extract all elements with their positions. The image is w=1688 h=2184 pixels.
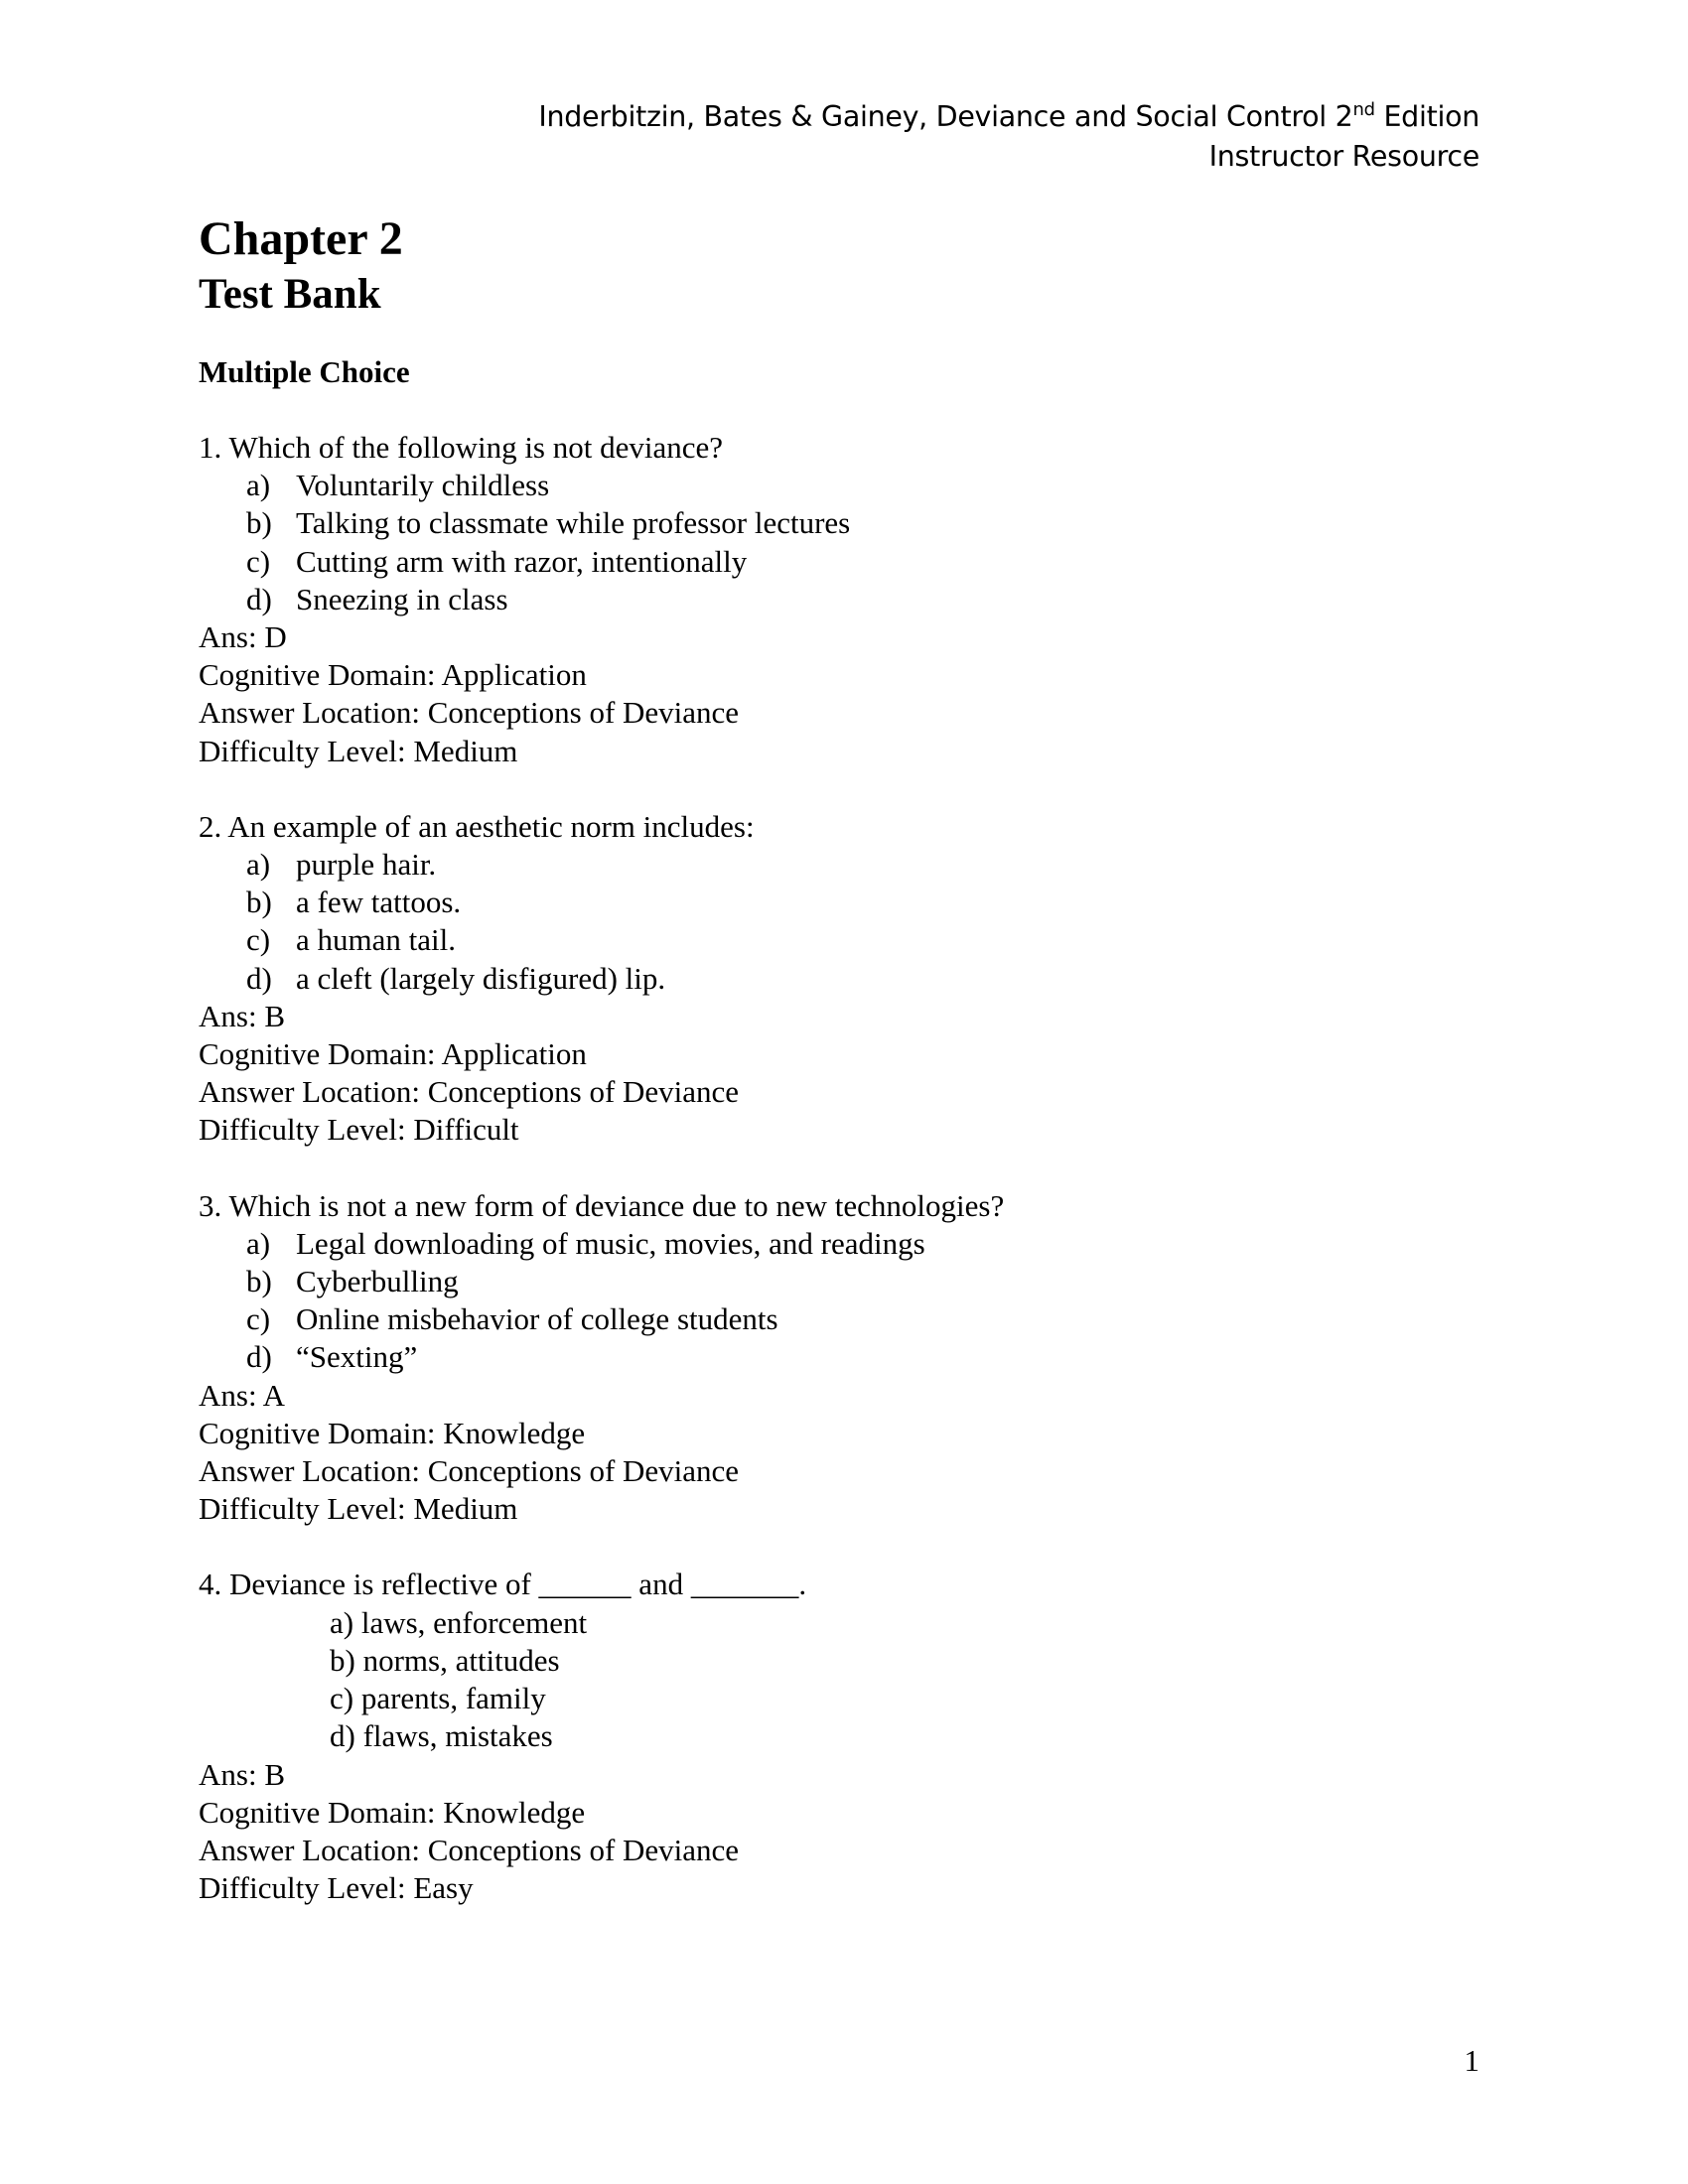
answer-key: Ans: A [199,1377,285,1413]
option-c [199,921,1479,959]
answer-location: Answer Location: Conceptions of Deviance [199,1074,740,1110]
option-d [199,1338,1479,1376]
option-b [199,884,1479,921]
difficulty-level: Difficulty Level: Medium [199,733,518,768]
chapter-subtitle: Test Bank [199,271,381,318]
cognitive-domain: Cognitive Domain: Knowledge [199,1794,586,1830]
option-b [199,504,1479,542]
option-text: Talking to classmate while professor lectures [296,505,851,541]
difficulty-level: Difficulty Level: Medium [199,1491,518,1527]
answer-location: Answer Location: Conceptions of Deviance [199,1453,740,1489]
option-text: Legal downloading of music, movies, and readings [296,1225,925,1261]
header-edition-superscript: nd [1352,99,1375,120]
document-body [199,210,1479,1907]
option-letter: b) [246,1264,272,1299]
option-c: c) parents, family [330,1681,546,1716]
option-a [199,846,1479,884]
question-stem: 3. Which is not a new form of deviance due to new technologies? [199,1187,1005,1223]
option-letter: c) [246,1301,271,1337]
option-d [199,581,1479,618]
section-heading: Multiple Choice [199,354,410,389]
option-b [199,1263,1479,1300]
header-edition-label: Edition [1374,100,1479,133]
option-letter: d) [246,960,272,996]
question-4 [199,1566,1479,1907]
option-text: Sneezing in class [296,581,508,616]
question-1 [199,429,1479,770]
difficulty-level: Difficulty Level: Difficult [199,1112,519,1148]
option-letter: a) [246,847,271,883]
option-letter: c) [246,922,271,958]
option-d: d) flaws, mistakes [330,1718,553,1754]
option-text: Cyberbulling [296,1264,459,1299]
header-book-citation: Inderbitzin, Bates & Gainey, Deviance and Social Control 2 [538,100,1353,133]
question-stem: 2. An example of an aesthetic norm includes: [199,808,755,844]
option-text: Online misbehavior of college students [296,1301,778,1337]
option-b: b) norms, attitudes [330,1642,560,1678]
header-line-2: Instructor Resource [1208,140,1479,173]
answer-location: Answer Location: Conceptions of Deviance [199,1832,740,1867]
running-header [538,97,1479,177]
difficulty-level: Difficulty Level: Easy [199,1870,474,1906]
option-c [199,543,1479,581]
option-text: a few tattoos. [296,885,462,920]
option-letter: c) [246,543,271,579]
option-a [199,1225,1479,1263]
page-number: 1 [1464,2043,1479,2078]
question-stem: 4. Deviance is reflective of ______ and _______. [199,1567,807,1602]
cognitive-domain: Cognitive Domain: Knowledge [199,1415,586,1450]
option-letter: b) [246,885,272,920]
answer-key: Ans: B [199,998,285,1033]
header-line-1 [538,97,1479,137]
option-letter: a) [246,468,271,503]
option-text: “Sexting” [296,1339,418,1375]
question-stem: 1. Which of the following is not deviance? [199,430,724,465]
option-a [199,467,1479,504]
option-c [199,1300,1479,1338]
cognitive-domain: Cognitive Domain: Application [199,1036,587,1072]
chapter-title: Chapter 2 [199,212,403,265]
option-letter: a) [246,1225,271,1261]
option-text: a cleft (largely disfigured) lip. [296,960,666,996]
option-letter: b) [246,505,272,541]
option-text: purple hair. [296,847,437,883]
question-3 [199,1187,1479,1529]
answer-key: Ans: B [199,1756,285,1792]
option-a: a) laws, enforcement [330,1604,588,1640]
option-letter: d) [246,581,272,616]
question-2 [199,808,1479,1150]
answer-key: Ans: D [199,619,287,655]
cognitive-domain: Cognitive Domain: Application [199,657,587,693]
option-d [199,960,1479,998]
option-text: Cutting arm with razor, intentionally [296,543,748,579]
option-text: Voluntarily childless [296,468,550,503]
option-text: a human tail. [296,922,456,958]
option-letter: d) [246,1339,272,1375]
answer-location: Answer Location: Conceptions of Deviance [199,695,740,731]
